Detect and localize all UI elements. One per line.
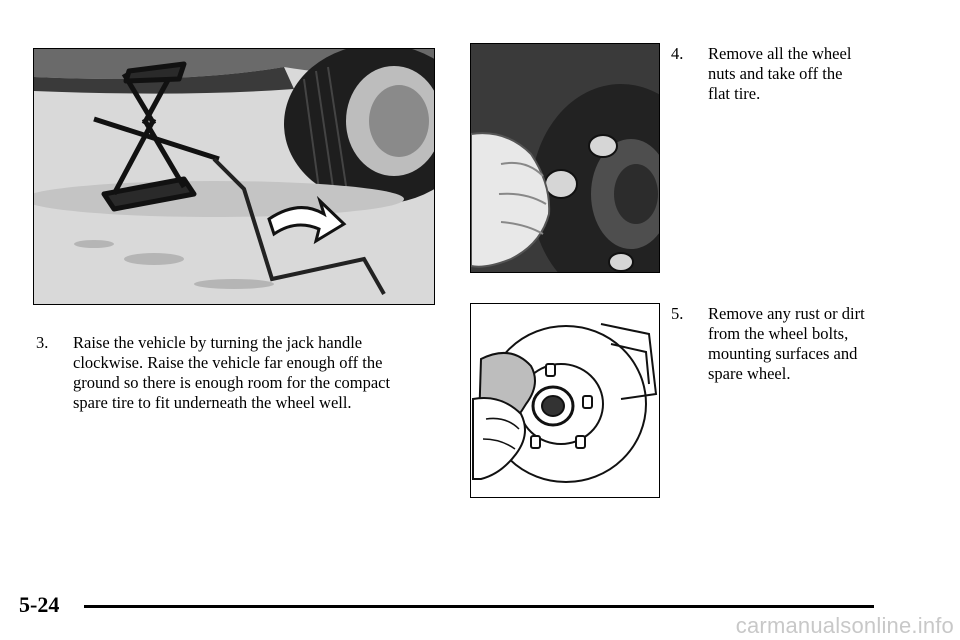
hub-cleaning-icon (471, 304, 659, 497)
step-number: 5. (671, 304, 684, 323)
watermark: carmanualsonline.info (735, 613, 954, 638)
step-3 (36, 333, 456, 413)
page-number: 5-24 (19, 592, 60, 617)
scissor-jack-icon (34, 49, 434, 304)
hub-cleaning-illustration (470, 303, 660, 498)
step-number: 3. (36, 333, 49, 352)
footer-rule (84, 605, 874, 608)
wheel-nut-icon (471, 44, 659, 272)
step-4 (671, 44, 931, 104)
step-number: 4. (671, 44, 684, 63)
step-text: Remove all the wheel nuts and take off the flat tire. (708, 44, 852, 103)
step-text: Remove any rust or dirt from the wheel bolts, mounting surfaces and spare wheel. (708, 304, 865, 383)
jack-photo (33, 48, 435, 305)
wheel-nut-photo (470, 43, 660, 273)
step-text: Raise the vehicle by turning the jack handle clockwise. Raise the vehicle far enough off the ground so there is enough room for the compact spare tire to fit underneath the wheel well. (73, 333, 391, 412)
step-5 (671, 304, 931, 384)
